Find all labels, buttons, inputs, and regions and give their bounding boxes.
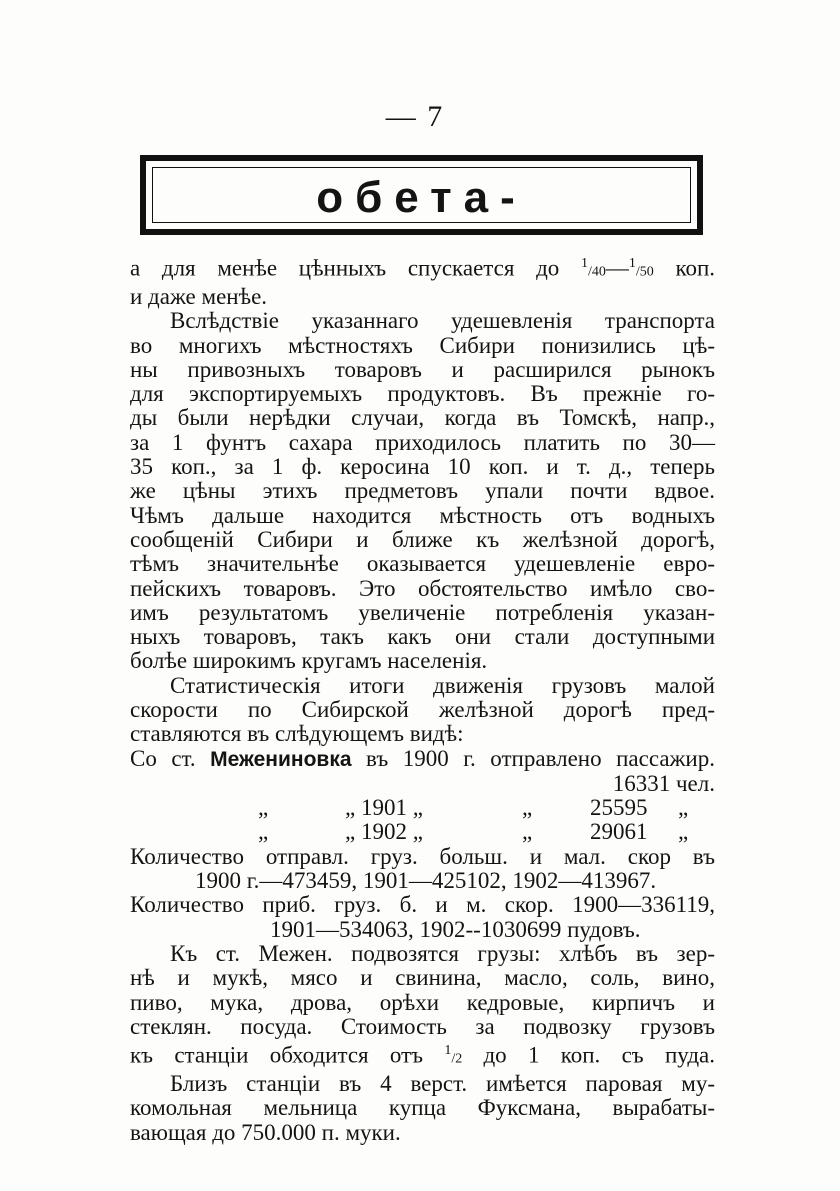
text-line: пейскихъ товаровъ. Это обстоятельство имѣло сво-	[130, 575, 715, 601]
cargo-arrived-values: 1901—534063, 1902--1030699 пудовъ.	[270, 916, 641, 942]
text-line: сообщеній Сибири и ближе къ желѣзной дорогѣ,	[130, 526, 715, 552]
text-line: ныхъ товаровъ, такъ какъ они стали доступными	[130, 624, 715, 650]
text-line: а для менѣе цѣнныхъ спускается до $^1$/40—$^1$/50 коп.	[130, 255, 716, 281]
paragraph-start: Къ ст. Межен. подвозятся грузы: хлѣбъ въ зер-	[170, 940, 715, 966]
station-name: Межениновка	[210, 747, 352, 771]
passenger-count-1900: 16331 чел.	[612, 770, 715, 796]
paragraph-start: Близъ станціи въ 4 верст. имѣется паровая му-	[170, 1071, 715, 1097]
text-line: 35 коп., за 1 ф. керосина 10 коп. и т. д., теперь	[130, 454, 715, 480]
cargo-sent-values: 1900 г.—473459, 1901—425102, 1902—413967.	[195, 868, 657, 894]
text-line: скорости по Сибирской желѣзной дорогѣ пред-	[130, 697, 715, 722]
paragraph-start: Вслѣдствіе указаннаго удешевленія транспорта	[170, 308, 715, 334]
text-line: же цѣны этихъ предметовъ упали почти вдвое.	[130, 478, 715, 504]
text-line: за 1 фунтъ сахара приходилось платить по 30—	[130, 429, 715, 455]
text-line: ны привозныхъ товаровъ и расширился рынокъ	[130, 356, 715, 382]
passenger-row-1902: „ „ 1902 „ „ 29061 „	[258, 819, 689, 845]
header-stamp-box	[140, 155, 703, 235]
text-line: комольная мельница купца Фуксмана, вырабаты-	[130, 1095, 715, 1121]
paragraph-start: Статистическія итоги движенія грузовъ малой	[170, 672, 715, 698]
station-line: Со ст. Межениновка въ 1900 г. отправлено пассажир.	[130, 745, 715, 771]
text-line: и даже менѣе.	[130, 283, 268, 309]
text-line: болѣе широкимъ кругамъ населенія.	[130, 648, 488, 674]
cargo-sent-line: Количество отправл. груз. больш. и мал. скор въ	[130, 843, 715, 869]
text-line: къ станціи обходится отъ $^1$/2 до 1 коп. съ пуда.	[130, 1042, 715, 1068]
text-line: стеклян. посуда. Стоимость за подвозку грузовъ	[130, 1013, 715, 1039]
text-line: тѣмъ значительнѣе оказывается удешевленіе евро-	[130, 551, 715, 577]
text-line: Чѣмъ дальше находится мѣстность отъ водныхъ	[130, 502, 715, 528]
text-line: ставляются въ слѣдующемъ видѣ:	[130, 721, 464, 747]
text-line: для экспортируемыхъ продуктовъ. Въ прежніе го-	[130, 381, 715, 407]
text-line: вающая до 750.000 п. муки.	[130, 1119, 401, 1145]
text-line: ды были нерѣдки случаи, когда въ Томскѣ, напр.,	[130, 405, 715, 431]
text-line: во многихъ мѣстностяхъ Сибири понизились цѣ-	[130, 332, 715, 358]
header-stamp-text: обета-	[316, 173, 527, 222]
cargo-arrived-line: Количество приб. груз. б. и м. скор. 1900—336119,	[130, 892, 715, 918]
text-line: имъ результатомъ увеличеніе потребленія указан-	[130, 599, 715, 625]
page-body	[130, 252, 715, 1145]
text-line: нѣ и мукѣ, мясо и свинина, масло, соль, вино,	[130, 965, 715, 991]
passenger-row-1901: „ „ 1901 „ „ 25595 „	[258, 795, 689, 821]
page-number: — 7	[385, 100, 445, 133]
text-line: пиво, мука, дрова, орѣхи кедровые, кирпичъ и	[130, 989, 715, 1015]
